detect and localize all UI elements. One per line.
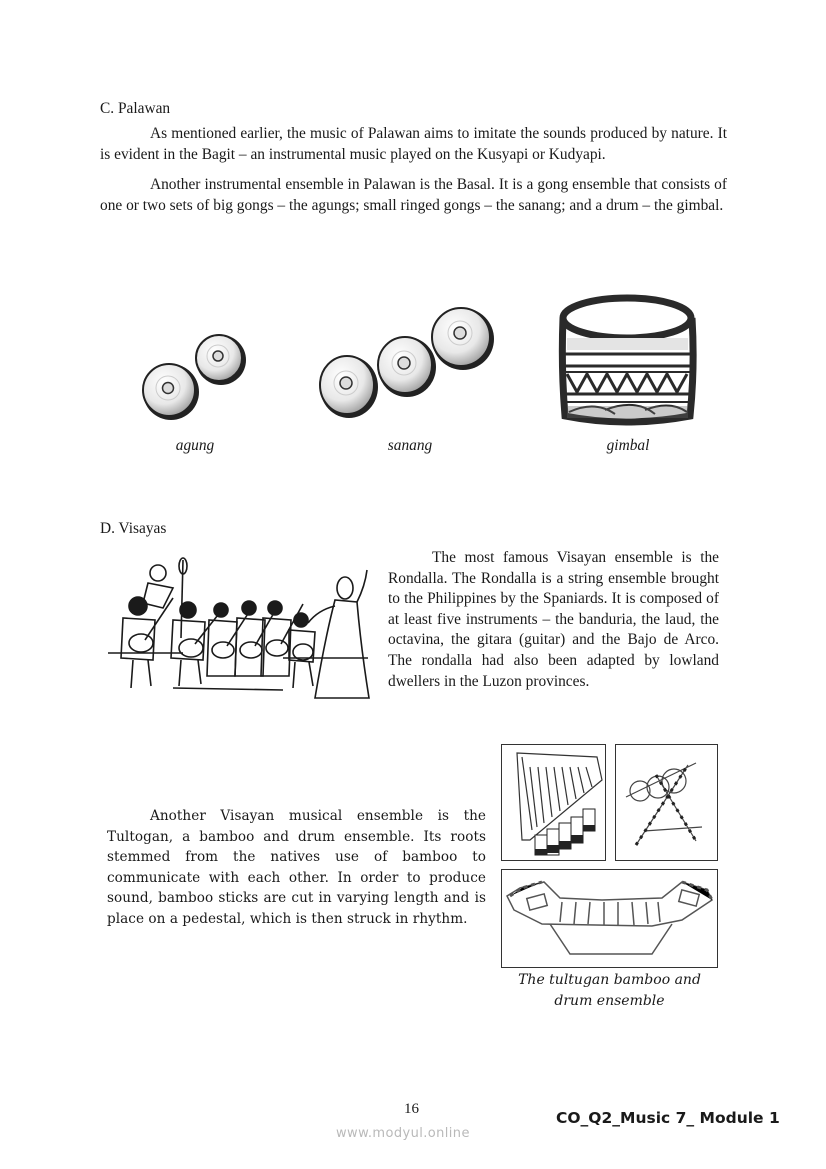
bamboo-stand-frame bbox=[615, 744, 718, 861]
bamboo-panpipe-icon bbox=[502, 745, 604, 859]
palawan-paragraph-2: Another instrumental ensemble in Palawan is the Basal. It is a gong ensemble that consists of one or two sets of big gongs – the agungs; small ringed gongs – the sanang; and a drum – the gimbal. bbox=[100, 176, 727, 214]
bamboo-drum-stand-icon bbox=[616, 745, 716, 859]
page-number: 16 bbox=[404, 1101, 419, 1117]
gimbal-illustration bbox=[555, 288, 700, 430]
tultogan-text bbox=[107, 806, 486, 930]
bamboo-xylophone-icon bbox=[502, 870, 716, 966]
agung-illustration bbox=[138, 330, 253, 425]
gong-icon bbox=[196, 335, 246, 385]
drum-icon bbox=[555, 288, 700, 430]
rondalla-paragraph: The most famous Visayan ensemble is the Rondalla. The Rondalla is a string ensemble brought to the Philippines by the Spaniards. It is composed of at least five instruments – the banduria, the laud, the octavina, the gitara (guitar) and the Bajo de Arco. The rondalla had also been adapted by lowland dwellers in the Luzon provinces. bbox=[388, 549, 719, 690]
module-code: CO_Q2_Music 7_ Module 1 bbox=[556, 1109, 780, 1127]
gong-icon bbox=[320, 356, 378, 418]
agung-caption: agung bbox=[175, 437, 215, 454]
section-d-heading: D. Visayas bbox=[100, 520, 167, 537]
section-c-text bbox=[100, 124, 727, 216]
gong-icon bbox=[432, 308, 494, 370]
gimbal-caption: gimbal bbox=[606, 437, 650, 454]
gong-icon bbox=[143, 364, 199, 420]
rondalla-illustration bbox=[103, 548, 375, 708]
sanang-caption: sanang bbox=[387, 437, 433, 454]
palawan-paragraph-1: As mentioned earlier, the music of Palawan aims to imitate the sounds produced by nature. It is evident in the Bagit – an instrumental music played on the Kusyapi or Kudyapi. bbox=[100, 125, 727, 163]
tultogan-caption-line-2: drum ensemble bbox=[554, 993, 665, 1009]
tultogan-caption-line-1: The tultugan bamboo and bbox=[518, 972, 701, 988]
rondalla-text bbox=[388, 548, 719, 692]
tultogan-paragraph: Another Visayan musical ensemble is the Tultogan, a bamboo and drum ensemble. Its roots stemmed from the natives use of bamboo to communicate with each other. In order to produce sound, bamboo sticks are cut in varying length and is place on a pedestal, which is then struck in rhythm. bbox=[107, 808, 486, 927]
bamboo-xylophone-frame bbox=[501, 869, 718, 968]
tultogan-caption bbox=[501, 970, 718, 1012]
rondalla-ensemble-icon bbox=[103, 548, 375, 708]
watermark-link[interactable]: www.modyul.online bbox=[336, 1126, 470, 1141]
sanang-illustration bbox=[283, 305, 498, 425]
bamboo-panpipe-frame bbox=[501, 744, 606, 861]
section-c-heading: C. Palawan bbox=[100, 100, 171, 117]
gong-icon bbox=[378, 337, 436, 397]
